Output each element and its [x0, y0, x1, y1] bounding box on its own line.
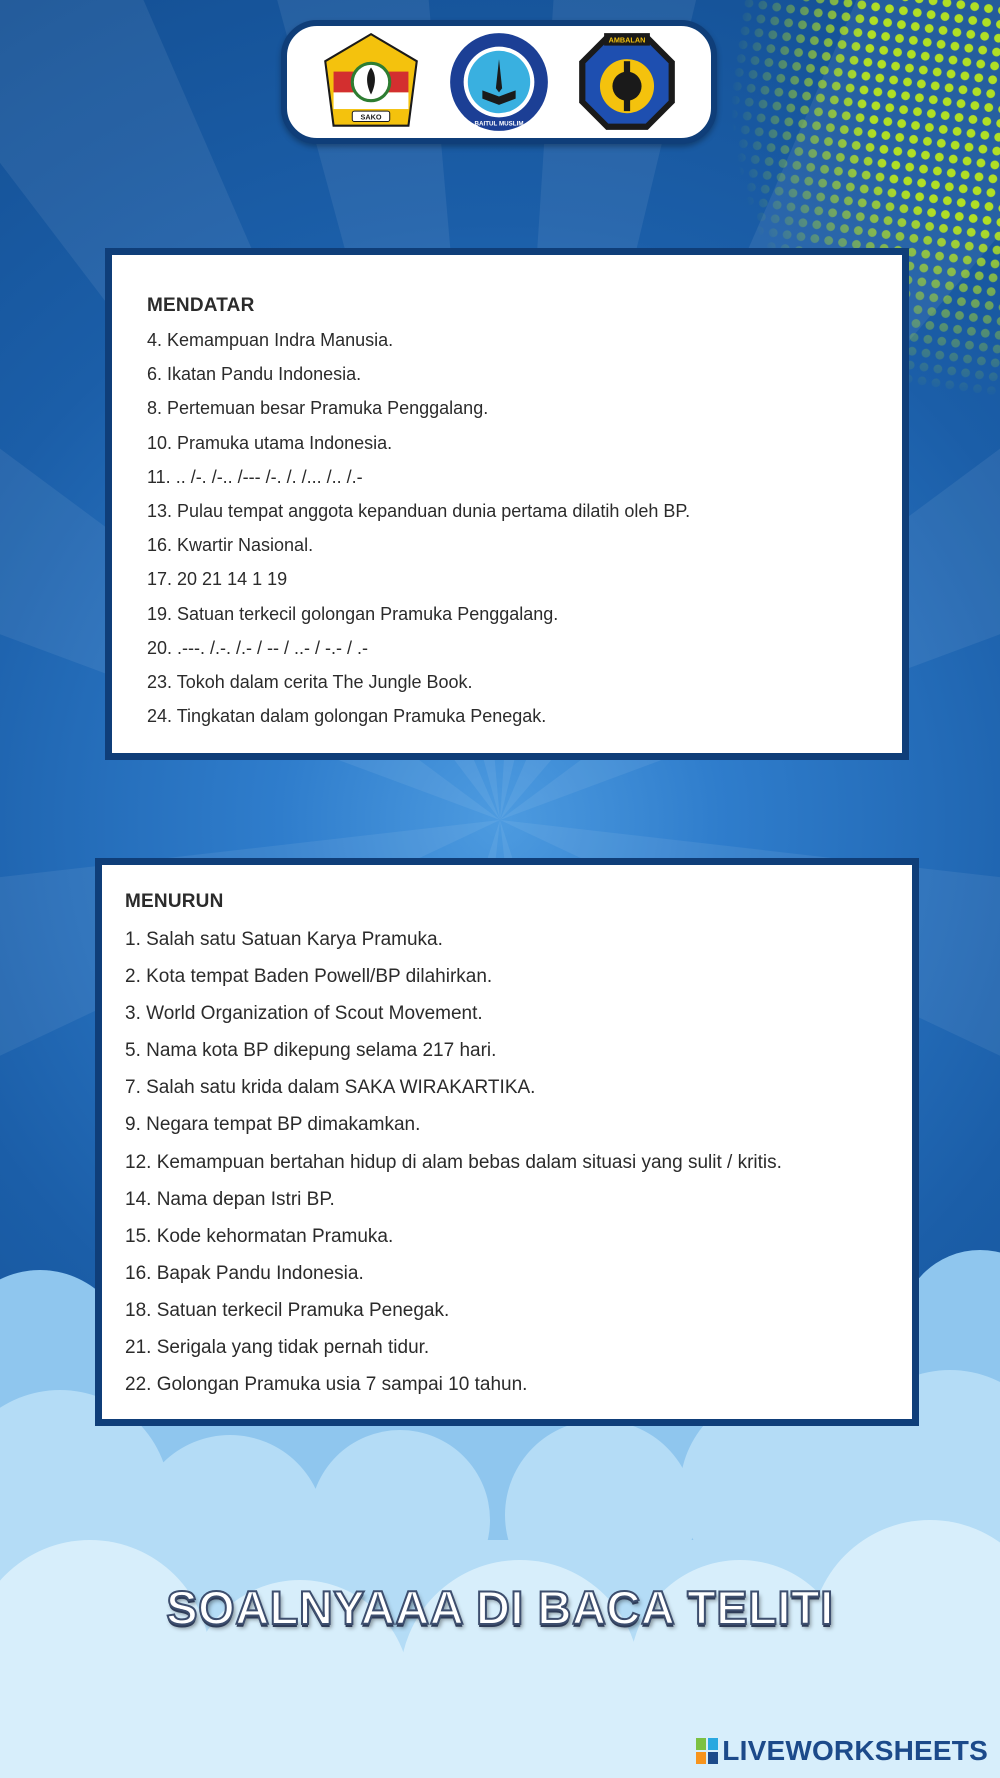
pramuka-sako-logo-icon	[319, 30, 423, 134]
clue-item: 20. .---. /.-. /.- / -- / ..- / -.- / .-	[147, 637, 368, 658]
liveworksheets-brand[interactable]	[696, 1734, 988, 1768]
logo-text: SAKO	[360, 112, 382, 122]
clue-item: 9. Negara tempat BP dimakamkan.	[125, 1114, 421, 1136]
clue-item: 17. 20 21 14 1 19	[147, 569, 288, 590]
clue-item: 18. Satuan terkecil Pramuka Penegak.	[125, 1299, 450, 1321]
clue-item: 21. Serigala yang tidak pernah tidur.	[125, 1337, 430, 1359]
ambalan-badge-icon	[575, 30, 679, 134]
clue-item: 3. World Organization of Scout Movement.	[125, 1003, 483, 1025]
clue-item: 16. Bapak Pandu Indonesia.	[125, 1262, 364, 1284]
clue-item: 1. Salah satu Satuan Karya Pramuka.	[125, 929, 443, 950]
footer-title: SOALNYAAA DI BACA TELITI	[166, 1581, 834, 1634]
clue-item: 5. Nama kota BP dikepung selama 217 hari.	[125, 1040, 497, 1062]
mendatar-heading: MENDATAR	[147, 295, 255, 316]
clue-item: 23. Tokoh dalam cerita The Jungle Book.	[147, 671, 473, 692]
clue-item: 4. Kemampuan Indra Manusia.	[147, 330, 394, 350]
brand-text: LIVEWORKSHEETS	[722, 1735, 988, 1766]
clue-item: 2. Kota tempat Baden Powell/BP dilahirkan.	[125, 966, 493, 988]
menurun-heading: MENURUN	[125, 891, 224, 912]
clue-item: 14. Nama depan Istri BP.	[125, 1188, 335, 1210]
menurun-list	[125, 921, 912, 1403]
clue-item: 6. Ikatan Pandu Indonesia.	[147, 364, 362, 385]
clue-item: 8. Pertemuan besar Pramuka Penggalang.	[147, 398, 489, 419]
logo-text: AMBALAN	[608, 35, 646, 45]
clue-item: 7. Salah satu krida dalam SAKA WIRAKARTIKA.	[125, 1077, 536, 1099]
clue-item: 19. Satuan terkecil golongan Pramuka Penggalang.	[147, 603, 559, 624]
liveworksheets-logo-icon	[696, 1738, 718, 1764]
mendatar-list	[147, 323, 902, 733]
clue-item: 11. .. /-. /-.. /--- /-. /. /... /.. /.-	[147, 466, 363, 487]
logo-text: BAITUL MUSLIM	[474, 120, 524, 128]
clue-item: 22. Golongan Pramuka usia 7 sampai 10 tahun.	[125, 1374, 528, 1396]
clue-item: 10. Pramuka utama Indonesia.	[147, 432, 393, 453]
clue-item: 24. Tingkatan dalam golongan Pramuka Penegak.	[147, 706, 547, 727]
menurun-clues-card	[95, 858, 919, 1426]
school-badge-icon	[447, 30, 551, 134]
clue-item: 15. Kode kehormatan Pramuka.	[125, 1225, 394, 1247]
clue-item: 13. Pulau tempat anggota kepanduan dunia pertama dilatih oleh BP.	[147, 500, 691, 521]
logo-panel	[281, 20, 717, 144]
clue-item: 12. Kemampuan bertahan hidup di alam bebas dalam situasi yang sulit / kritis.	[125, 1151, 782, 1173]
mendatar-clues-card	[105, 248, 909, 760]
clue-item: 16. Kwartir Nasional.	[147, 535, 314, 556]
